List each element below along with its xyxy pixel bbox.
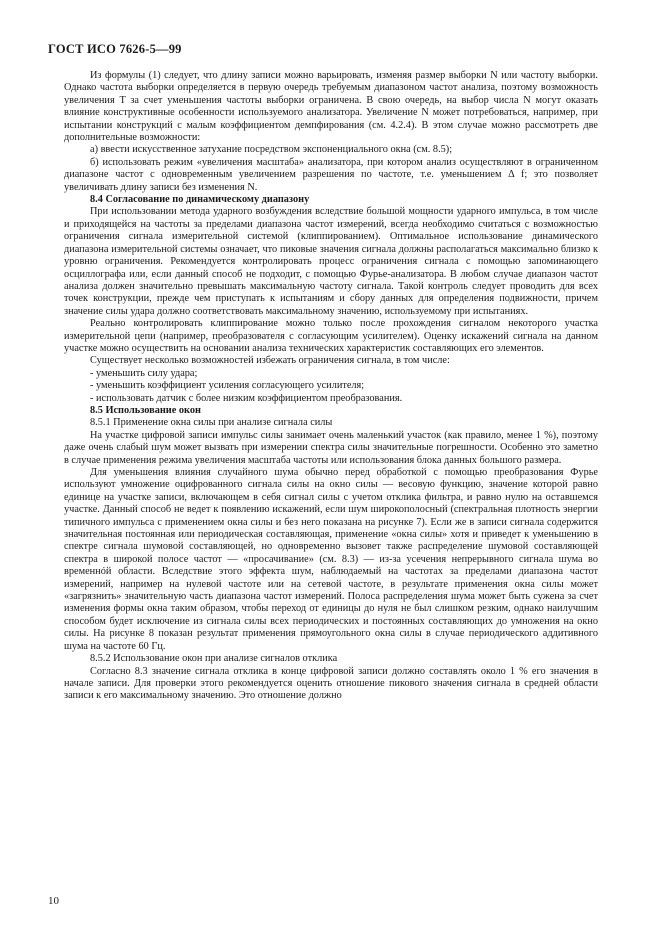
paragraph: При использовании метода ударного возбуждения вследствие большой мощности ударного импульса, в том числе и приходящейся на частоты за пределами диапазона частот измерений, всегда необходимо считаться с возможностью ограничения сигнала измерительной системой (клиппированием). Оптимальное использование динамического диапазона измерительной системы означает, что пиковые значения сигнала должны располагаться максимально близко к уровню ограничения. Рекомендуется контролировать процесс ограничения сигнала с помощью запоминающего осциллографа или, если данный способ не подходит, с помощью Фурье-анализатора. В любом случае диапазон частот анализа должен значительно превышать максимальную частоту сигнала. Такой контроль следует проводить для всех точек конструкции, прежде чем приступать к испытаниям и сбору данных для определения подвижности, причем значение силы удара должно соответствовать максимальному значению, используемому при испытаниях. bbox=[64, 206, 598, 317]
paragraph: На участке цифровой записи импульс силы занимает очень маленький участок (как правило, менее 1 %), поэтому даже очень слабый шум может вызвать при измерении спектра силы значительные погрешности. Особенно это заметно в случае применения режима увеличения масштаба частоты или использования блока данных большого размера. bbox=[64, 429, 598, 466]
paragraph: Согласно 8.3 значение сигнала отклика в конце цифровой записи должно составлять около 1 % его значения в начале записи. Для проверки этого рекомендуется оценить отношение пикового значения сигнала в средней области записи к его максимальному значению. Это отношение должно bbox=[64, 665, 598, 702]
list-item: - использовать датчик с более низким коэффициентом преобразования. bbox=[90, 392, 403, 404]
list-item: - уменьшить коэффициент усиления согласующего усилителя; bbox=[90, 380, 365, 392]
section-heading: 8.4 Согласование по динамическому диапазону bbox=[90, 194, 310, 206]
standard-header: ГОСТ ИСО 7626-5—99 bbox=[48, 42, 182, 56]
list-item: - уменьшить силу удара; bbox=[90, 367, 198, 379]
subsection-heading: 8.5.1 Применение окна силы при анализе сигнала силы bbox=[90, 417, 333, 429]
list-item: б) использовать режим «увеличения масштаба» анализатора, при котором анализ осуществляют в ограниченном диапазоне частот с одновременным увеличением разрешения по частоте, т.е. уменьшением Δ f; это позволяет увеличивать длину записи без изменения N. bbox=[64, 156, 598, 193]
section-heading: 8.5 Использование окон bbox=[90, 404, 201, 416]
paragraph: Существует несколько возможностей избежать ограничения сигнала, в том числе: bbox=[90, 355, 450, 367]
page-number: 10 bbox=[48, 895, 59, 907]
body-text bbox=[64, 70, 598, 703]
paragraph: Из формулы (1) следует, что длину записи можно варьировать, изменяя размер выборки N или частоту выборки. Однако частота выборки определяется в первую очередь требуемым диапазоном частот анализа, поэтому возможность увеличения T за счет уменьшения частоты выборки ограничена. В свою очередь, на выбор числа N могут оказать влияние конструктивные особенности используемого анализатора. Увеличение N может потребоваться, например, при испытании конструкций с малым коэффициентом демпфирования (см. 4.2.4). В этом случае можно рассмотреть две дополнительные возможности: bbox=[64, 70, 598, 144]
subsection-heading: 8.5.2 Использование окон при анализе сигналов отклика bbox=[90, 653, 338, 665]
paragraph: Для уменьшения влияния случайного шума обычно перед обработкой с помощью преобразования Фурье используют умножение оцифрованного сигнала силы на окно силы — весовую функцию, значение которой равно единице на участке записи, включающем в себя сигнал силы с учетом отклика фильтра, и равно нулю на оставшемся участке. Данный способ не ведет к появлению искажений, если шум широкополосный (спектральная плотность энергии типичного импульса с применением окна силы и без него показана на рисунке 7). Если же в записи сигнала содержится значительная постоянная или периодическая составляющая, применение «окна силы» хотя и приведет к уменьшению в спектре сигнала шумовой составляющей, но одновременно вызовет также распределение шумовой составляющей спектра в широкой полосе частот — «просачивание» (см. 8.3) — из-за усечения непрерывного сигнала шума во временнóй области. Вследствие этого эффекта шум, наблюдаемый на частотах за пределами диапазона частот измерений, например на нулевой частоте или на сетевой частоте, в результате применения окна силы может «загрязнить» значительную часть диапазона частот измерений. Полоса распределения шума может быть сужена за счет изменения формы окна таким образом, чтобы переход от единицы до нуля не был слишком резким, однако наилучшим способом будет исключение из сигнала силы всех периодических и постоянных составляющих до умножения на окно силы. На рисунке 8 показан результат применения прямоугольного окна силы в случае периодического аддитивного шума на частоте 60 Гц. bbox=[64, 467, 598, 652]
paragraph: Реально контролировать клиппирование можно только после прохождения сигналом некоторого участка измерительной цепи (например, преобразователя с согласующим усилителем). Оценку искажений сигнала на данном участке можно осуществить на основании анализа технических характеристик составляющих его элементов. bbox=[64, 318, 598, 354]
list-item: а) ввести искусственное затухание посредством экспоненциального окна (см. 8.5); bbox=[90, 144, 453, 156]
